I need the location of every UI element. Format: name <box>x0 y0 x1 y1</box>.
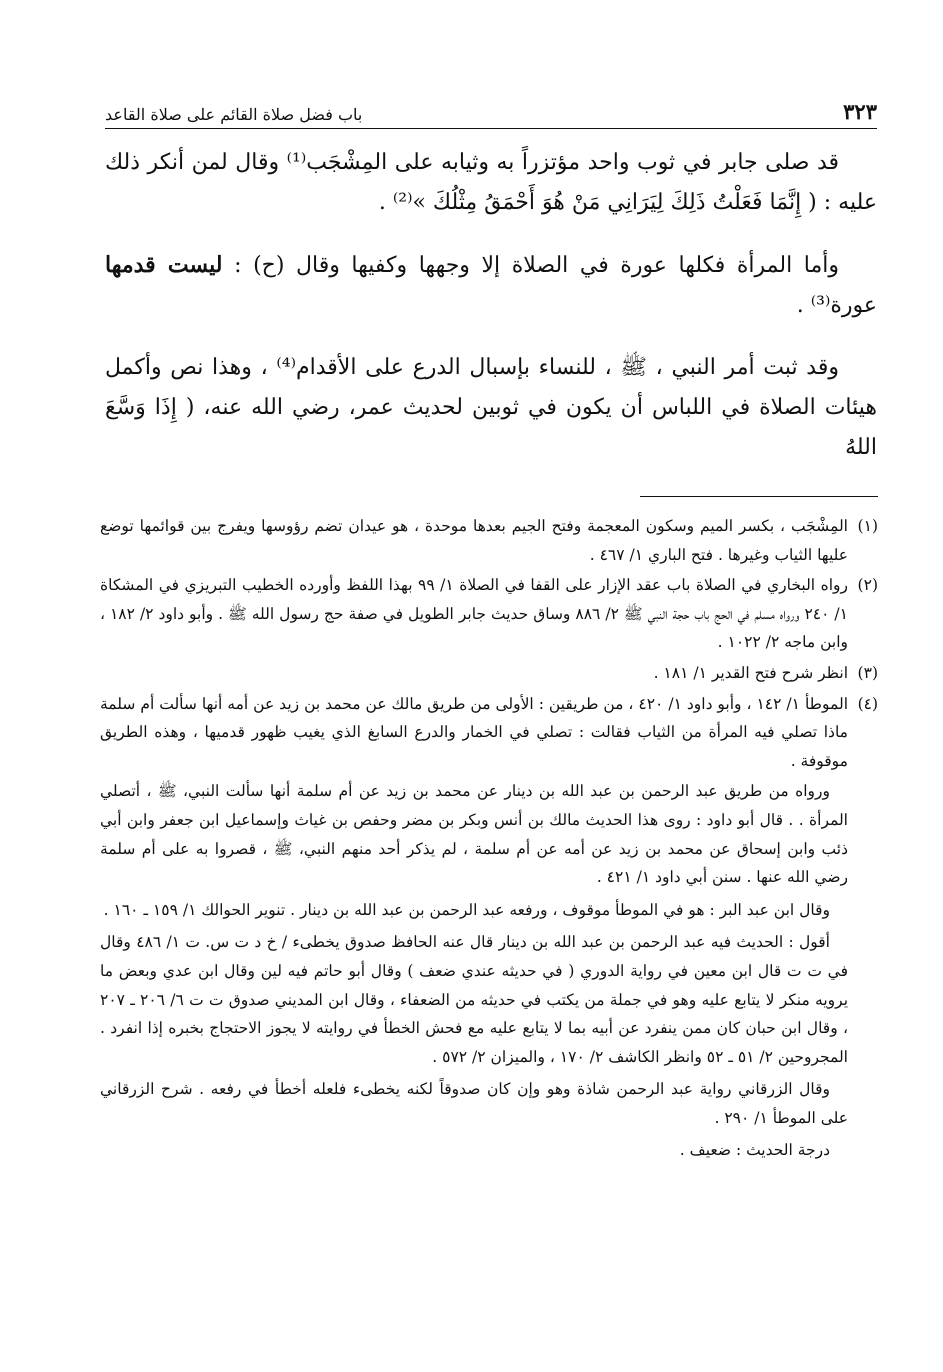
page-number: ٣٢٣ <box>843 99 877 124</box>
footnote-4-paragraph-2: ورواه من طريق عبد الرحمن بن عبد الله بن دينار عن محمد بن زيد عن أم سلمة أنها سألت النبي، ﷺ ، أتصلي المرأة . . قال أبو داود : روى هذا الحديث مالك بن أنس وبكر بن مضر وحفص بن غياث وإسماعيل ابن جعفر وابن أبي ذئب وابن إسحاق عن محمد بن زيد عن أمه عن أم سلمة ، لم يذكر أحد منهم النبي، ﷺ ، قصروا به على أم سلمة رضي الله عنها . سنن أبي داود ١/ ٤٢١ . <box>100 782 848 887</box>
footnote-1-number: (١) <box>857 517 878 535</box>
footnote-2-text: رواه البخاري في الصلاة باب عقد الإزار على القفا في الصلاة ١/ ٩٩ بهذا اللفظ وأورده الخطيب التبريزي في المشكاة ١/ ٢٤٠ ورواه مسلم في الحج باب حجة النبي ﷺ ٢/ ٨٨٦ وساق حديث جابر الطويل في صفة حج رسول الله ﷺ . وأبو داود ٢/ ١٨٢ ، وابن ماجه ٢/ ١٠٢٢ . <box>100 576 848 652</box>
footnote-3-text: انظر شرح فتح القدير ١/ ١٨١ . <box>653 663 848 682</box>
footnotes <box>100 512 878 1169</box>
footnote-2 <box>100 571 878 657</box>
running-title: باب فضل صلاة القائم على صلاة القاعد <box>105 105 363 124</box>
footnote-1-text: المِشْجَب ، بكسر الميم وسكون المعجمة وفتح الجيم بعدها موحدة ، هو عيدان تضم رؤوسها ويفرج بين قوائمها توضع عليها الثياب وغيرها . فتح الباري ١/ ٤٦٧ . <box>100 517 848 564</box>
main-paragraph-2-bold: ليست قدمها <box>105 252 223 278</box>
footnote-4 <box>100 690 878 776</box>
main-paragraph-3: وقد ثبت أمر النبي ، ﷺ ، للنساء بإسبال الدرع على الأقدام⁽⁴⁾ ، وهذا نص وأكمل هيئات الصلاة في اللباس أن يكون في ثوبين لحديث عمر، رضي الله عنه، ( إِذَا وَسَّعَ اللهُ <box>105 355 877 460</box>
footnote-4-grade: درجة الحديث : ضعيف . <box>679 1141 830 1160</box>
main-paragraph-2-end: عورة⁽³⁾ . <box>796 293 877 318</box>
footnote-4-paragraph-5: وقال الزرقاني رواية عبد الرحمن شاذة وهو وإن كان صدوقاً لكنه يخطىء فلعله أخطأ في رفعه . شرح الزرقاني على الموطأ ١/ ٢٩٠ . <box>100 1080 848 1127</box>
footnote-3 <box>100 659 878 688</box>
footnote-4-paragraph-4: أقول : الحديث فيه عبد الرحمن بن عبد الله بن دينار قال عنه الحافظ صدوق يخطىء / خ د ت س. ت ١/ ٤٨٦ وقال في ت ت قال ابن معين في رواية الدوري ( في حديثه عندي ضعف ) وقال أبو حاتم فيه لين وقال ابن عدي وبعض ما يرويه منكر لا يتابع عليه وهو في جملة من يكتب في حديثه من الضعفاء ، وقال ابن المديني صدوق ت ت ٦/ ٢٠٦ ـ ٢٠٧ ، وقال ابن حبان كان ممن ينفرد عن أبيه بما لا يتابع عليه مع فحش الخطأ في روايته لا يجوز الاحتجاج بخبره إذا انفرد . المجروحين ٢/ ٥١ ـ ٥٢ وانظر الكاشف ٢/ ١٧٠ ، والميزان ٢/ ٥٧٢ . <box>100 933 849 1066</box>
main-text <box>105 143 877 490</box>
page-header <box>105 94 877 129</box>
main-paragraph-2 <box>105 245 877 326</box>
footnote-3-number: (٣) <box>857 663 878 682</box>
footnote-1 <box>100 512 878 569</box>
footnote-separator <box>640 496 878 497</box>
footnote-4-paragraph-3: وقال ابن عبد البر : هو في الموطأ موقوف ، ورفعه عبد الرحمن بن عبد الله بن دينار . تنوير الحوالك ١/ ١٥٩ ـ ١٦٠ . <box>103 900 830 919</box>
footnote-2-number: (٢) <box>857 576 878 595</box>
footnote-4-text: الموطأ ١/ ١٤٢ ، وأبو داود ١/ ٤٢٠ ، من طريقين : الأولى من طريق مالك عن محمد بن زيد عن أمه أنها سألت أم سلمة ماذا تصلي فيه المرأة من الثياب فقالت : تصلي في الخمار والدرع السابغ الذي يغيب ظهور قدميها ، وهذه الطريق موقوفة . <box>100 694 849 770</box>
main-paragraph-2-start: وأما المرأة فكلها عورة في الصلاة إلا وجهها وكفيها وقال (ح) : <box>234 253 839 278</box>
main-paragraph-1: قد صلى جابر في ثوب واحد مؤتزراً به وثيابه على المِشْجَب⁽¹⁾ وقال لمن أنكر ذلك عليه : ( إِنَّمَا فَعَلْتُ ذَلِكَ لِيَرَانِي مَنْ هُوَ أَحْمَقُ مِثْلُكَ »⁽²⁾ . <box>105 150 877 215</box>
footnote-4-number: (٤) <box>857 694 879 713</box>
